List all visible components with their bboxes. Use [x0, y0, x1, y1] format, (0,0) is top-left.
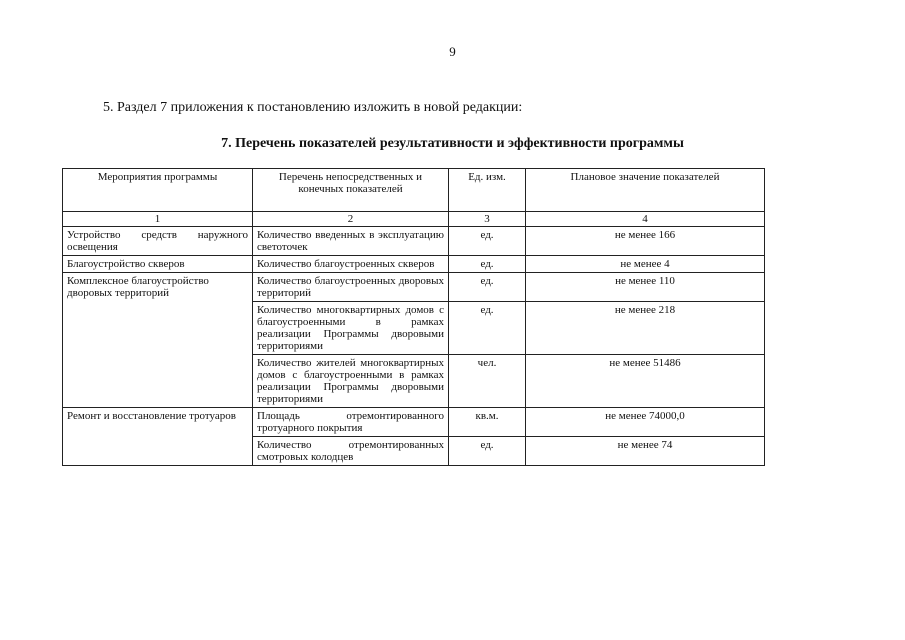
activity-cell: Комплексное благоустройство дворовых территорий	[63, 273, 253, 408]
value-cell: не менее 51486	[526, 355, 765, 408]
value-cell: не менее 110	[526, 273, 765, 302]
column-number-row	[63, 212, 765, 227]
table-row	[63, 408, 765, 437]
indicator-cell: Количество благоустроенных скверов	[253, 256, 449, 273]
intro-paragraph: 5. Раздел 7 приложения к постановлению изложить в новой редакции:	[103, 100, 523, 115]
header-activity: Мероприятия программы	[63, 169, 253, 212]
indicator-cell: Количество жителей многоквартирных домов с благоустроенными в рамках реализации Программы дворовыми территориями	[253, 355, 449, 408]
table-row	[63, 256, 765, 273]
indicator-cell: Площадь отремонтированного тротуарного покрытия	[253, 408, 449, 437]
section-heading: 7. Перечень показателей результативности и эффективности программы	[221, 136, 684, 151]
indicator-cell: Количество многоквартирных домов с благоустроенными в рамках реализации Программы дворовыми территориями	[253, 302, 449, 355]
unit-cell: ед.	[449, 273, 526, 302]
unit-cell: кв.м.	[449, 408, 526, 437]
indicator-cell: Количество благоустроенных дворовых территорий	[253, 273, 449, 302]
indicator-cell: Количество отремонтированных смотровых колодцев	[253, 437, 449, 466]
indicators-table	[62, 168, 765, 466]
table-header-row	[63, 169, 765, 212]
header-unit: Ед. изм.	[449, 169, 526, 212]
table-row	[63, 273, 765, 302]
value-cell: не менее 166	[526, 227, 765, 256]
column-number: 2	[253, 212, 449, 227]
value-cell: не менее 218	[526, 302, 765, 355]
value-cell: не менее 74000,0	[526, 408, 765, 437]
column-number: 3	[449, 212, 526, 227]
activity-cell: Ремонт и восстановление тротуаров	[63, 408, 253, 466]
activity-cell: Благоустройство скверов	[63, 256, 253, 273]
header-value: Плановое значение показателей	[526, 169, 765, 212]
unit-cell: ед.	[449, 302, 526, 355]
column-number: 1	[63, 212, 253, 227]
unit-cell: ед.	[449, 437, 526, 466]
value-cell: не менее 4	[526, 256, 765, 273]
unit-cell: чел.	[449, 355, 526, 408]
unit-cell: ед.	[449, 256, 526, 273]
column-number: 4	[526, 212, 765, 227]
indicator-cell: Количество введенных в эксплуатацию светоточек	[253, 227, 449, 256]
header-indicator: Перечень непосредственных и конечных показателей	[253, 169, 449, 212]
activity-cell: Устройство средств наружного освещения	[63, 227, 253, 256]
page-number: 9	[449, 44, 456, 59]
value-cell: не менее 74	[526, 437, 765, 466]
table-row	[63, 227, 765, 256]
unit-cell: ед.	[449, 227, 526, 256]
